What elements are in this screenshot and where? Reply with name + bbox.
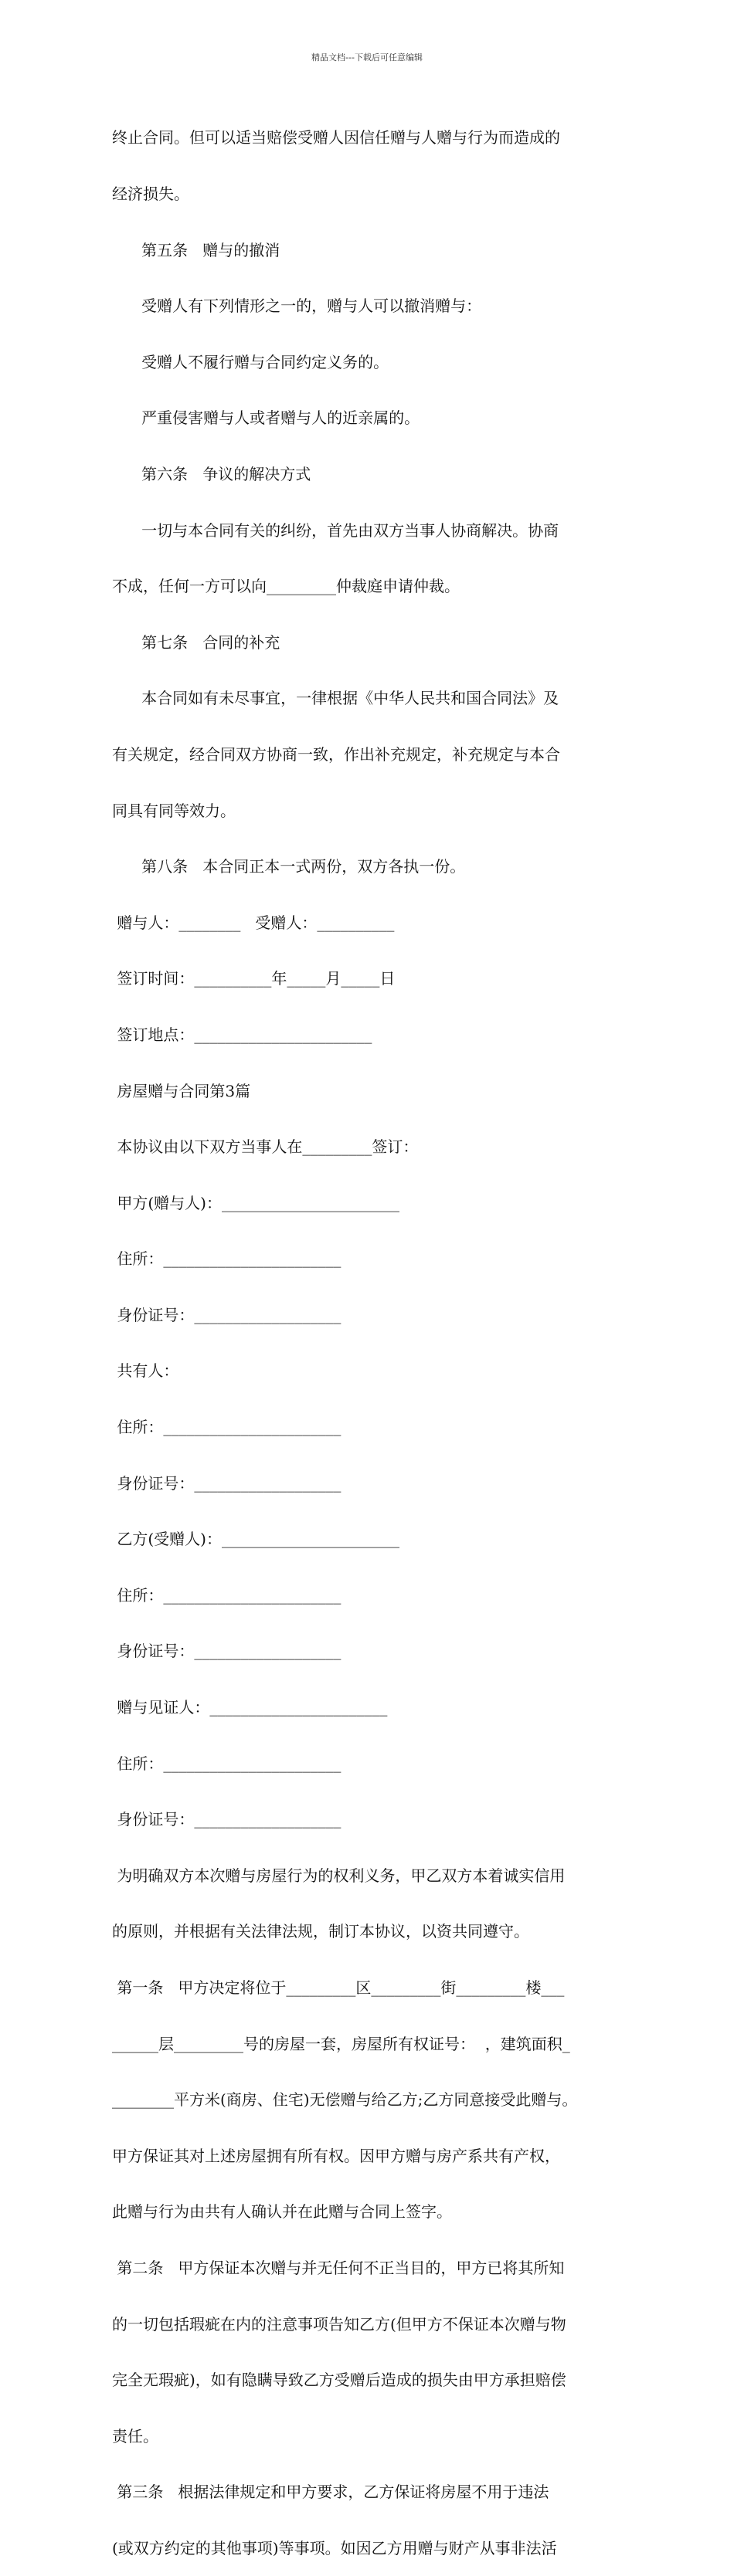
text-line: 责任。 xyxy=(112,2426,158,2446)
text-line: 第八条 本合同正本一式两份，双方各执一份。 xyxy=(112,857,466,876)
document-body xyxy=(112,91,637,2576)
text-line: 第二条 甲方保证本次赠与并无任何不正当目的，甲方已将其所知 xyxy=(112,2258,565,2277)
text-line: 签订时间：__________年_____月_____日 xyxy=(112,969,396,988)
text-line: 身份证号：___________________ xyxy=(112,1642,342,1661)
text-line: 完全无瑕疵)，如有隐瞒导致乙方受赠后造成的损失由甲方承担赔偿 xyxy=(112,2371,566,2390)
page-header: 精品文档---下载后可任意编辑 xyxy=(311,53,423,63)
text-line: 身份证号：___________________ xyxy=(112,1305,342,1324)
text-line: 严重侵害赠与人或者赠与人的近亲属的。 xyxy=(112,408,420,428)
text-line: 不成，任何一方可以向_________仲裁庭申请仲裁。 xyxy=(112,577,460,596)
text-line: 经济损失。 xyxy=(112,185,189,203)
text-line: 第一条 甲方决定将位于_________区_________街_________楼___ xyxy=(112,1978,565,1997)
text-line: ______层_________号的房屋一套，房屋所有权证号： ，建筑面积_ xyxy=(112,2034,570,2053)
text-line: (或双方约定的其他事项)等事项。如因乙方用赠与财产从事非法活 xyxy=(112,2538,557,2557)
text-line: 甲方保证其对上述房屋拥有所有权。因甲方赠与房产系共有产权， xyxy=(112,2146,560,2165)
text-line: 此赠与行为由共有人确认并在此赠与合同上签字。 xyxy=(112,2202,452,2222)
text-line: 的原则，并根据有关法律法规，制订本协议，以资共同遵守。 xyxy=(112,1922,529,1941)
text-line: 住所：_______________________ xyxy=(112,1754,342,1773)
text-line: 为明确双方本次赠与房屋行为的权利义务，甲乙双方本着诚实信用 xyxy=(112,1866,566,1885)
text-line: 第六条 争议的解决方式 xyxy=(112,464,311,483)
text-line: 住所：_______________________ xyxy=(112,1418,342,1437)
text-line: 同具有同等效力。 xyxy=(112,801,236,820)
text-line: 赠与见证人：_______________________ xyxy=(112,1698,388,1717)
text-line: 一切与本合同有关的纠纷，首先由双方当事人协商解决。协商 xyxy=(112,520,559,540)
text-line: 乙方(受赠人)：_______________________ xyxy=(112,1530,399,1549)
text-line: 的一切包括瑕疵在内的注意事项告知乙方(但甲方不保证本次赠与物 xyxy=(112,2314,566,2334)
text-line: 共有人： xyxy=(112,1361,179,1381)
text-line: 甲方(赠与人)：_______________________ xyxy=(112,1193,399,1212)
text-line: 住所：_______________________ xyxy=(112,1585,342,1605)
text-line: 第五条 赠与的撤消 xyxy=(112,240,280,259)
text-line: 第三条 根据法律规定和甲方要求，乙方保证将房屋不用于违法 xyxy=(112,2483,549,2502)
text-line: 签订地点：_______________________ xyxy=(112,1025,372,1044)
text-line: 身份证号：___________________ xyxy=(112,1473,342,1493)
text-line: 受赠人有下列情形之一的，赠与人可以撤消赠与： xyxy=(112,297,482,316)
text-line: 身份证号：___________________ xyxy=(112,1810,342,1829)
text-line: 本协议由以下双方当事人在_________签订： xyxy=(112,1137,419,1157)
text-line: 本合同如有未尽事宜，一律根据《中华人民共和国合同法》及 xyxy=(112,689,559,708)
text-line: 赠与人：________ 受赠人：__________ xyxy=(112,913,395,932)
text-line: 有关规定，经合同双方协商一致，作出补充规定，补充规定与本合 xyxy=(112,744,560,764)
text-line: 终止合同。但可以适当赔偿受赠人因信任赠与人赠与行为而造成的 xyxy=(112,128,560,147)
text-line: 住所：_______________________ xyxy=(112,1249,342,1269)
text-line: 受赠人不履行赠与合同约定义务的。 xyxy=(112,352,389,371)
text-line: 房屋赠与合同第3篇 xyxy=(112,1081,251,1100)
text-line: ________平方米(商房、住宅)无偿赠与给乙方;乙方同意接受此赠与。 xyxy=(112,2090,578,2110)
text-line: 第七条 合同的补充 xyxy=(112,632,280,652)
